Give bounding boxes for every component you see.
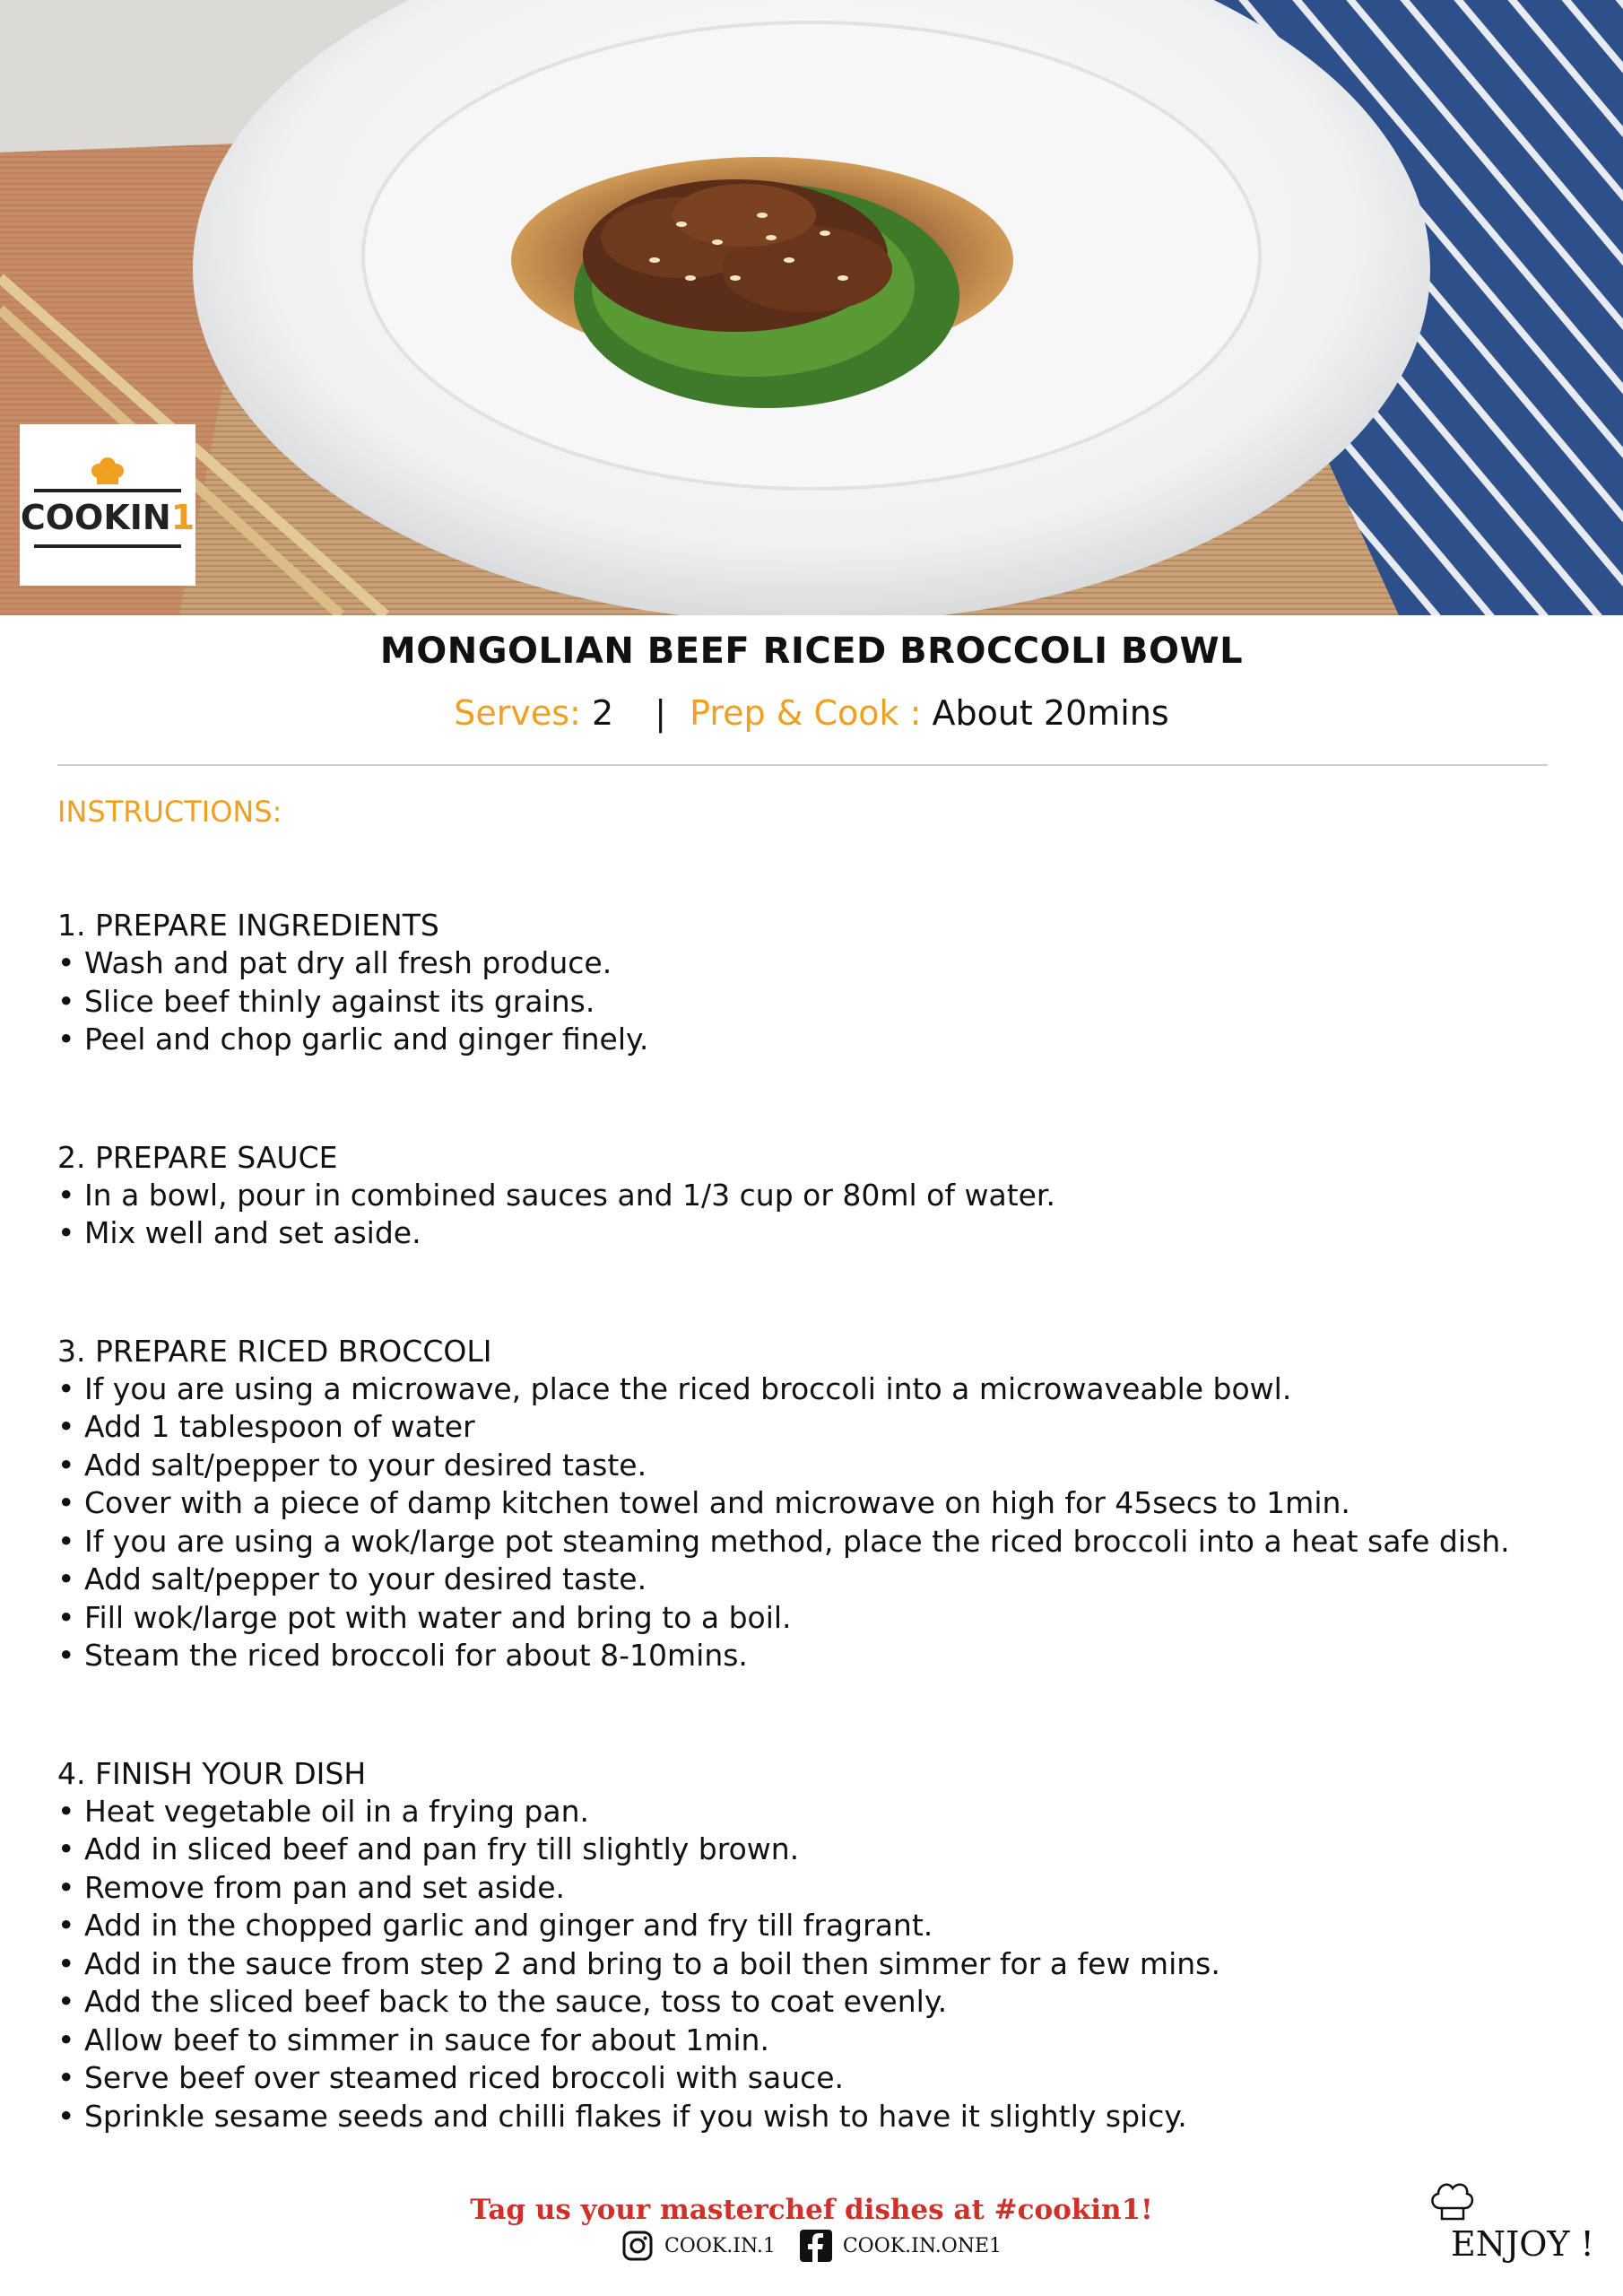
step-3: [57, 1332, 1564, 1675]
enjoy-text: ENJOY !: [1451, 2224, 1594, 2264]
hero-photo: [0, 0, 1623, 615]
step-item: • Fill wok/large pot with water and bring to a boil.: [57, 1599, 792, 1635]
step-2: [57, 1138, 1564, 1253]
chef-hat-icon: [1426, 2176, 1480, 2230]
step-item: • Add 1 tablespoon of water: [57, 1409, 475, 1444]
meta-separator: |: [655, 693, 667, 733]
step-4: [57, 1754, 1564, 2136]
instructions-heading: INSTRUCTIONS:: [57, 795, 282, 829]
step-title: 4. FINISH YOUR DISH: [57, 1755, 367, 1791]
instagram-handle: COOK.IN.1: [664, 2234, 776, 2257]
instagram-link[interactable]: [621, 2230, 776, 2262]
step-item: • Serve beef over steamed riced broccoli with sauce.: [57, 2060, 845, 2095]
step-item: • Add salt/pepper to your desired taste.: [57, 1447, 647, 1483]
footer-tagline: Tag us your masterchef dishes at #cookin1!: [470, 2194, 1153, 2226]
facebook-link[interactable]: [800, 2230, 1002, 2262]
time-label: Prep & Cook :: [690, 693, 922, 733]
step-item: • Add the sliced beef back to the sauce, toss to coat evenly.: [57, 1984, 948, 2019]
step-item: • Steam the riced broccoli for about 8-10mins.: [57, 1638, 748, 1673]
step-item: • Add in sliced beef and pan fry till slightly brown.: [57, 1831, 800, 1866]
step-item: • Cover with a piece of damp kitchen towel and microwave on high for 45secs to 1min.: [57, 1485, 1350, 1520]
step-item: • Sprinkle sesame seeds and chilli flakes if you wish to have it slightly spicy.: [57, 2098, 1187, 2134]
step-item: • Mix well and set aside.: [57, 1215, 421, 1250]
step-item: • If you are using a microwave, place the riced broccoli into a microwaveable bowl.: [57, 1370, 1292, 1406]
facebook-handle: COOK.IN.ONE1: [842, 2234, 1002, 2257]
step-item: • Add in the chopped garlic and ginger and fry till fragrant.: [57, 1908, 933, 1943]
instruction-steps: [57, 906, 1564, 2214]
instagram-icon: [621, 2230, 654, 2262]
step-1: [57, 906, 1564, 1059]
step-item: • Wash and pat dry all fresh produce.: [57, 945, 612, 980]
brand-logo: [20, 424, 195, 586]
plate-icon: [0, 0, 1623, 615]
step-item: • Peel and chop garlic and ginger finely.: [57, 1022, 649, 1057]
serves-label: Serves:: [454, 693, 581, 733]
facebook-icon: [800, 2230, 832, 2262]
step-item: • Slice beef thinly against its grains.: [57, 983, 595, 1019]
serves-value: 2: [591, 693, 614, 733]
social-links: [0, 2230, 1623, 2262]
step-title: 1. PREPARE INGREDIENTS: [57, 908, 439, 943]
step-item: • Add in the sauce from step 2 and bring to a boil then simmer for a few mins.: [57, 1945, 1220, 1981]
step-item: • Add salt/pepper to your desired taste.: [57, 1561, 647, 1596]
step-item: • Remove from pan and set aside.: [57, 1869, 566, 1905]
step-title: 2. PREPARE SAUCE: [57, 1139, 338, 1175]
time-value: About 20mins: [932, 693, 1169, 733]
step-item: • If you are using a wok/large pot steaming method, place the riced broccoli into a heat safe dish.: [57, 1523, 1510, 1559]
recipe-meta: [0, 693, 1623, 733]
recipe-title: MONGOLIAN BEEF RICED BROCCOLI BOWL: [379, 631, 1244, 672]
step-title: 3. PREPARE RICED BROCCOLI: [57, 1333, 492, 1369]
step-item: • Heat vegetable oil in a frying pan.: [57, 1793, 589, 1829]
divider: [57, 764, 1548, 766]
step-item: • Allow beef to simmer in sauce for about 1min.: [57, 2022, 769, 2057]
brand-logo-text: COOKIN1: [20, 498, 195, 537]
step-item: • In a bowl, pour in combined sauces and 1/3 cup or 80ml of water.: [57, 1177, 1055, 1213]
